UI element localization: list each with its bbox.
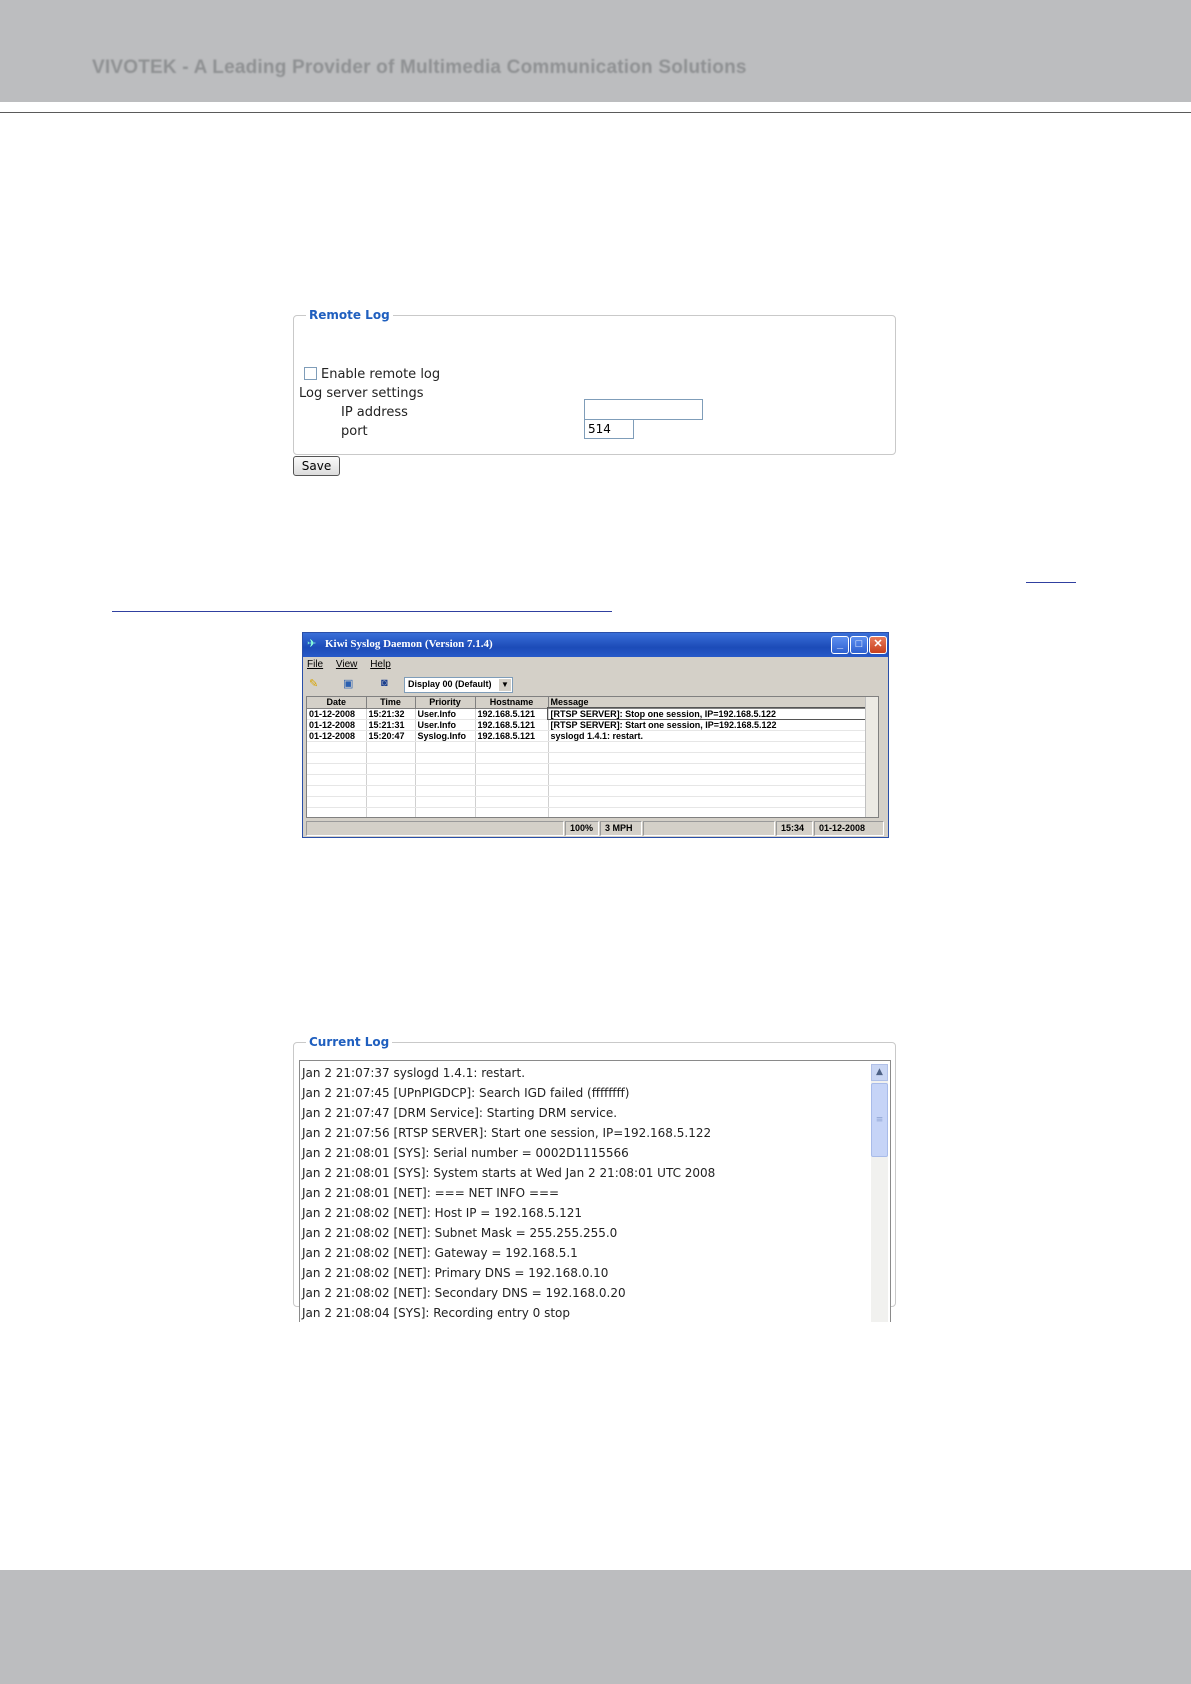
cell-date: 01-12-2008 <box>307 719 366 730</box>
cell-hostname: 192.168.5.121 <box>475 708 548 719</box>
kiwi-statusbar <box>306 821 885 836</box>
log-line: Jan 2 21:07:37 syslogd 1.4.1: restart. <box>302 1066 526 1080</box>
menu-view[interactable]: View <box>335 659 358 670</box>
log-line: Jan 2 21:08:01 [NET]: === NET INFO === <box>302 1186 560 1200</box>
remote-log-panel <box>293 308 896 455</box>
status-rate: 3 MPH <box>600 821 642 836</box>
cell-message: syslogd 1.4.1: restart. <box>548 730 866 741</box>
cell-time: 15:21:31 <box>366 719 415 730</box>
cell-time: 15:21:32 <box>366 708 415 719</box>
scroll-thumb[interactable]: ≡ <box>871 1083 888 1157</box>
kiwi-scrollbar[interactable] <box>865 697 878 817</box>
status-zoom: 100% <box>565 821 599 836</box>
table-row <box>307 796 866 807</box>
enable-remote-log-label: Enable remote log <box>321 367 441 382</box>
port-label: port <box>341 424 368 439</box>
log-line: Jan 2 21:07:45 [UPnPIGDCP]: Search IGD failed (ffffffff) <box>302 1086 630 1100</box>
log-line: Jan 2 21:08:04 [SYS]: Recording entry 0 stop <box>302 1306 570 1320</box>
log-line: Jan 2 21:08:01 [SYS]: System starts at Wed Jan 2 21:08:01 UTC 2008 <box>302 1166 716 1180</box>
kiwi-syslog-window <box>302 632 889 838</box>
table-row <box>307 807 866 818</box>
current-log-legend: Current Log <box>309 1035 390 1049</box>
cell-hostname: 192.168.5.121 <box>475 730 548 741</box>
enable-remote-log-checkbox[interactable] <box>304 367 317 380</box>
kiwi-titlebar <box>303 633 888 657</box>
display-select[interactable] <box>404 677 513 693</box>
table-row[interactable] <box>307 719 866 730</box>
log-line: Jan 2 21:08:02 [NET]: Primary DNS = 192.168.0.10 <box>302 1266 609 1280</box>
kiwi-message-grid <box>306 696 879 818</box>
status-cell-empty <box>306 821 564 836</box>
cell-priority: Syslog.Info <box>415 730 475 741</box>
table-row[interactable] <box>307 708 866 719</box>
table-row <box>307 774 866 785</box>
cell-date: 01-12-2008 <box>307 708 366 719</box>
display-icon[interactable]: ◙ <box>381 677 388 689</box>
status-cell-empty <box>643 821 775 836</box>
table-header-row <box>307 697 866 708</box>
log-server-settings-label: Log server settings <box>299 386 424 401</box>
cell-time: 15:20:47 <box>366 730 415 741</box>
current-log-textarea[interactable] <box>299 1060 891 1322</box>
cell-date: 01-12-2008 <box>307 730 366 741</box>
cell-priority: User.Info <box>415 719 475 730</box>
log-line: Jan 2 21:08:02 [NET]: Host IP = 192.168.5.121 <box>302 1206 582 1220</box>
cell-message: [RTSP SERVER]: Stop one session, IP=192.168.5.122 <box>548 708 866 719</box>
table-row <box>307 752 866 763</box>
column-header-date[interactable]: Date <box>307 697 366 708</box>
scroll-up-icon[interactable]: ▲ <box>871 1064 888 1081</box>
log-line: Jan 2 21:08:02 [NET]: Gateway = 192.168.5.1 <box>302 1246 578 1260</box>
kiwi-menubar <box>307 659 401 670</box>
table-row[interactable] <box>307 730 866 741</box>
page-header <box>0 0 1191 102</box>
log-line: Jan 2 21:07:56 [RTSP SERVER]: Start one session, IP=192.168.5.122 <box>302 1126 712 1140</box>
minimize-icon[interactable]: _ <box>831 636 849 654</box>
status-date: 01-12-2008 <box>814 821 884 836</box>
table-row <box>307 763 866 774</box>
column-header-time[interactable]: Time <box>366 697 415 708</box>
column-header-message[interactable]: Message <box>548 697 866 708</box>
column-header-priority[interactable]: Priority <box>415 697 475 708</box>
kiwi-app-icon: ✈ <box>307 638 317 650</box>
display-select-value: Display 00 (Default) <box>408 679 492 689</box>
properties-icon[interactable]: ▣ <box>343 678 354 690</box>
hyperlink-underline[interactable] <box>1026 582 1076 583</box>
ip-address-label: IP address <box>341 405 408 420</box>
column-header-hostname[interactable]: Hostname <box>475 697 548 708</box>
kiwi-table <box>307 697 867 818</box>
chevron-down-icon: ▼ <box>499 679 511 691</box>
table-row <box>307 741 866 752</box>
log-line: Jan 2 21:07:47 [DRM Service]: Starting DRM service. <box>302 1106 618 1120</box>
table-row <box>307 785 866 796</box>
maximize-icon[interactable]: □ <box>850 636 868 654</box>
close-icon[interactable]: ✕ <box>869 636 887 654</box>
log-line: Jan 2 21:08:02 [NET]: Secondary DNS = 192.168.0.20 <box>302 1286 626 1300</box>
header-divider <box>0 112 1191 113</box>
hyperlink-underline[interactable] <box>112 611 612 612</box>
cell-priority: User.Info <box>415 708 475 719</box>
header-title: VIVOTEK - A Leading Provider of Multimedia Communication Solutions <box>92 57 747 78</box>
log-line: Jan 2 21:08:02 [NET]: Subnet Mask = 255.255.255.0 <box>302 1226 618 1240</box>
cell-hostname: 192.168.5.121 <box>475 719 548 730</box>
status-time: 15:34 <box>776 821 813 836</box>
save-button[interactable]: Save <box>293 456 340 476</box>
menu-help[interactable]: Help <box>370 659 391 670</box>
current-log-lines <box>302 1063 715 1322</box>
page-footer <box>0 1570 1191 1684</box>
log-line: Jan 2 21:08:01 [SYS]: Serial number = 0002D1115566 <box>302 1146 629 1160</box>
ip-address-input[interactable] <box>584 399 703 420</box>
current-log-scrollbar[interactable] <box>871 1064 888 1322</box>
kiwi-title: Kiwi Syslog Daemon (Version 7.1.4) <box>325 638 493 650</box>
port-input[interactable]: 514 <box>584 419 634 439</box>
remote-log-legend: Remote Log <box>309 308 390 322</box>
menu-file[interactable]: File <box>307 659 324 670</box>
current-log-panel <box>293 1035 896 1320</box>
folder-icon[interactable]: ✎ <box>309 678 319 690</box>
cell-message: [RTSP SERVER]: Start one session, IP=192.168.5.122 <box>548 719 866 730</box>
